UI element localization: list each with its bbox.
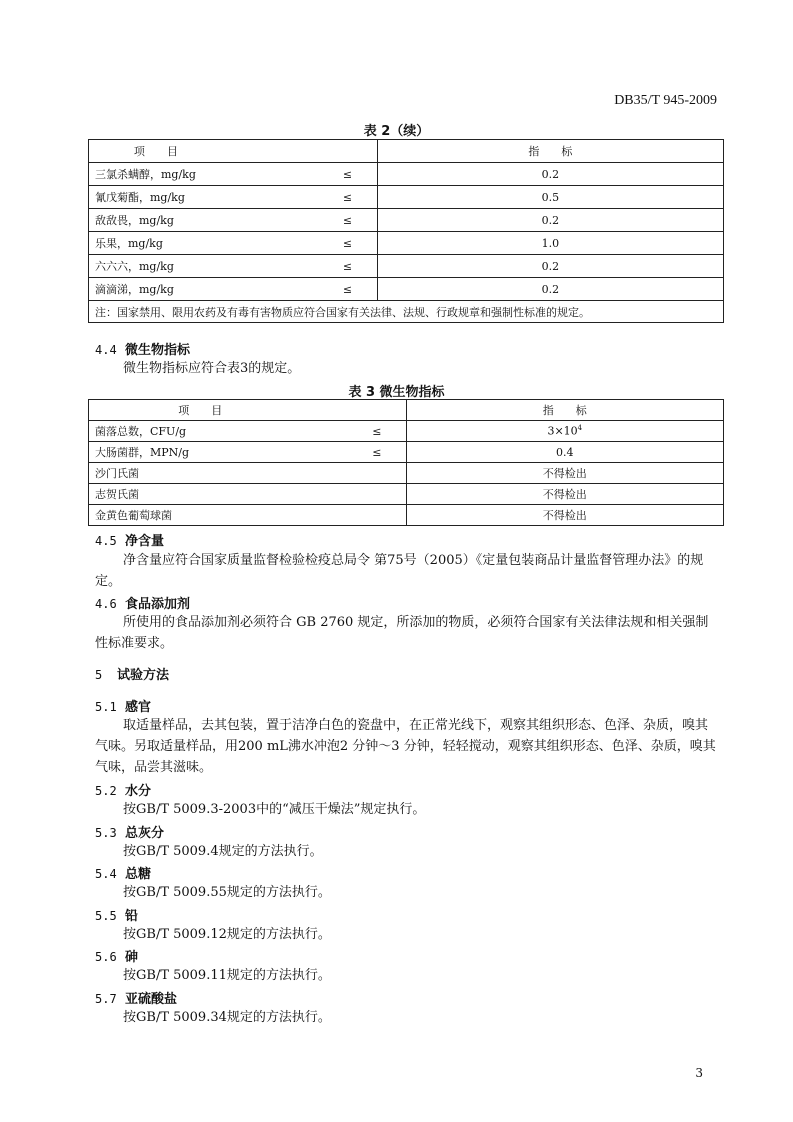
section-5-1-heading xyxy=(95,696,151,715)
section-title: 食品添加剂 xyxy=(125,597,191,612)
table-row xyxy=(89,484,724,505)
value-base: 3×10 xyxy=(547,424,578,438)
table-row xyxy=(89,232,724,255)
row-name: 六六六，mg/kg xyxy=(89,255,319,278)
section-number: 5.7 xyxy=(95,992,117,1006)
row-name: 金黄色葡萄球菌 xyxy=(89,505,349,526)
section-title: 亚硫酸盐 xyxy=(125,992,178,1007)
section-title: 铅 xyxy=(125,909,139,924)
section-5-5-text: 按GB/T 5009.12规定的方法执行。 xyxy=(123,927,331,942)
document-code: DB35/T 945-2009 xyxy=(614,93,717,108)
row-name: 大肠菌群，MPN/g xyxy=(89,442,349,463)
table-header-row xyxy=(89,140,724,163)
row-name: 三氯杀螨醇，mg/kg xyxy=(89,163,319,186)
section-number: 5.1 xyxy=(95,700,117,714)
row-value: 不得检出 xyxy=(406,505,723,526)
section-5-heading xyxy=(95,664,169,683)
section-4-4-text: 微生物指标应符合表3的规定。 xyxy=(123,361,301,376)
section-5-6-text: 按GB/T 5009.11规定的方法执行。 xyxy=(123,968,331,983)
table-row xyxy=(89,463,724,484)
table-header-row xyxy=(89,400,724,421)
row-value: 不得检出 xyxy=(406,463,723,484)
row-name: 滴滴涕，mg/kg xyxy=(89,278,319,301)
section-number: 5.6 xyxy=(95,950,117,964)
section-number: 5.3 xyxy=(95,826,117,840)
row-value: 0.4 xyxy=(406,442,723,463)
section-number: 5.2 xyxy=(95,784,117,798)
row-symbol: ≤ xyxy=(318,255,377,278)
table-note-row xyxy=(89,301,724,323)
section-title: 水分 xyxy=(125,784,152,799)
section-5-3-heading xyxy=(95,822,164,841)
column-header-item: 项 目 xyxy=(89,140,378,163)
row-value: 0.2 xyxy=(377,278,723,301)
section-5-6-heading xyxy=(95,946,138,965)
table3-caption: 表 3 微生物指标 xyxy=(348,385,445,400)
table-note: 注：国家禁用、限用农药及有毒有害物质应符合国家有关法律、法规、行政规章和强制性标准的规定。 xyxy=(89,301,724,323)
section-title: 净含量 xyxy=(125,534,165,549)
table-row xyxy=(89,163,724,186)
section-title: 感官 xyxy=(125,700,152,715)
section-5-5-heading xyxy=(95,905,138,924)
row-value: 不得检出 xyxy=(406,484,723,505)
table2-caption: 表 2（续） xyxy=(363,124,430,139)
row-symbol: ≤ xyxy=(318,232,377,255)
row-symbol: ≤ xyxy=(318,186,377,209)
table2 xyxy=(88,139,724,323)
row-symbol xyxy=(348,463,406,484)
row-name: 菌落总数，CFU/g xyxy=(89,421,349,442)
row-symbol: ≤ xyxy=(318,163,377,186)
row-name: 乐果，mg/kg xyxy=(89,232,319,255)
section-5-7-text: 按GB/T 5009.34规定的方法执行。 xyxy=(123,1010,331,1025)
section-title: 试验方法 xyxy=(117,668,170,683)
section-number: 4.4 xyxy=(95,343,117,357)
table-row xyxy=(89,442,724,463)
section-number: 5.5 xyxy=(95,909,117,923)
row-value: 0.5 xyxy=(377,186,723,209)
section-4-5-heading xyxy=(95,530,164,549)
section-4-4-heading xyxy=(95,339,190,358)
section-5-1-text: 取适量样品，去其包装，置于洁净白色的瓷盘中，在正常光线下，观察其组织形态、色泽、杂质，嗅其气味。另取适量样品，用200 mL沸水冲泡2 分钟～3 分钟，轻轻搅动，观察其组织形态、色泽、杂质，嗅其气味，品尝其滋味。 xyxy=(95,718,716,775)
section-number: 5 xyxy=(95,668,103,682)
table-row xyxy=(89,505,724,526)
row-name: 志贺氏菌 xyxy=(89,484,349,505)
row-symbol: ≤ xyxy=(348,421,406,442)
section-4-5-text: 净含量应符合国家质量监督检验检疫总局令 第75号（2005）《定量包装商品计量监督管理办法》的规定。 xyxy=(95,553,704,589)
table-row xyxy=(89,278,724,301)
section-title: 总糖 xyxy=(125,867,152,882)
table-row xyxy=(89,255,724,278)
section-5-4-text: 按GB/T 5009.55规定的方法执行。 xyxy=(123,885,331,900)
value-exponent: 4 xyxy=(577,424,583,433)
section-4-6-heading xyxy=(95,593,190,612)
row-symbol xyxy=(348,484,406,505)
section-number: 5.4 xyxy=(95,867,117,881)
section-5-2-heading xyxy=(95,780,151,799)
row-symbol xyxy=(348,505,406,526)
column-header-value: 指 标 xyxy=(406,400,723,421)
table-row xyxy=(89,209,724,232)
row-name: 沙门氏菌 xyxy=(89,463,349,484)
row-value xyxy=(406,421,723,442)
row-value: 0.2 xyxy=(377,209,723,232)
section-title: 总灰分 xyxy=(125,826,165,841)
table-row xyxy=(89,421,724,442)
table3 xyxy=(88,399,724,526)
row-symbol: ≤ xyxy=(348,442,406,463)
section-title: 砷 xyxy=(125,950,139,965)
section-number: 4.5 xyxy=(95,534,117,548)
column-header-value: 指 标 xyxy=(377,140,723,163)
row-symbol: ≤ xyxy=(318,278,377,301)
row-symbol: ≤ xyxy=(318,209,377,232)
section-4-6-text: 所使用的食品添加剂必须符合 GB 2760 规定，所添加的物质，必须符合国家有关法律法规和相关强制性标准要求。 xyxy=(95,615,709,651)
row-value: 0.2 xyxy=(377,255,723,278)
row-name: 氰戊菊酯，mg/kg xyxy=(89,186,319,209)
row-name: 敌敌畏，mg/kg xyxy=(89,209,319,232)
table-row xyxy=(89,186,724,209)
column-header-item: 项 目 xyxy=(89,400,407,421)
section-5-4-heading xyxy=(95,863,151,882)
section-5-2-text: 按GB/T 5009.3-2003中的“减压干燥法”规定执行。 xyxy=(123,802,426,817)
row-value: 1.0 xyxy=(377,232,723,255)
page-number: 3 xyxy=(695,1066,703,1080)
section-number: 4.6 xyxy=(95,597,117,611)
section-5-3-text: 按GB/T 5009.4规定的方法执行。 xyxy=(123,844,323,859)
section-title: 微生物指标 xyxy=(125,343,191,358)
row-value: 0.2 xyxy=(377,163,723,186)
section-5-7-heading xyxy=(95,988,177,1007)
